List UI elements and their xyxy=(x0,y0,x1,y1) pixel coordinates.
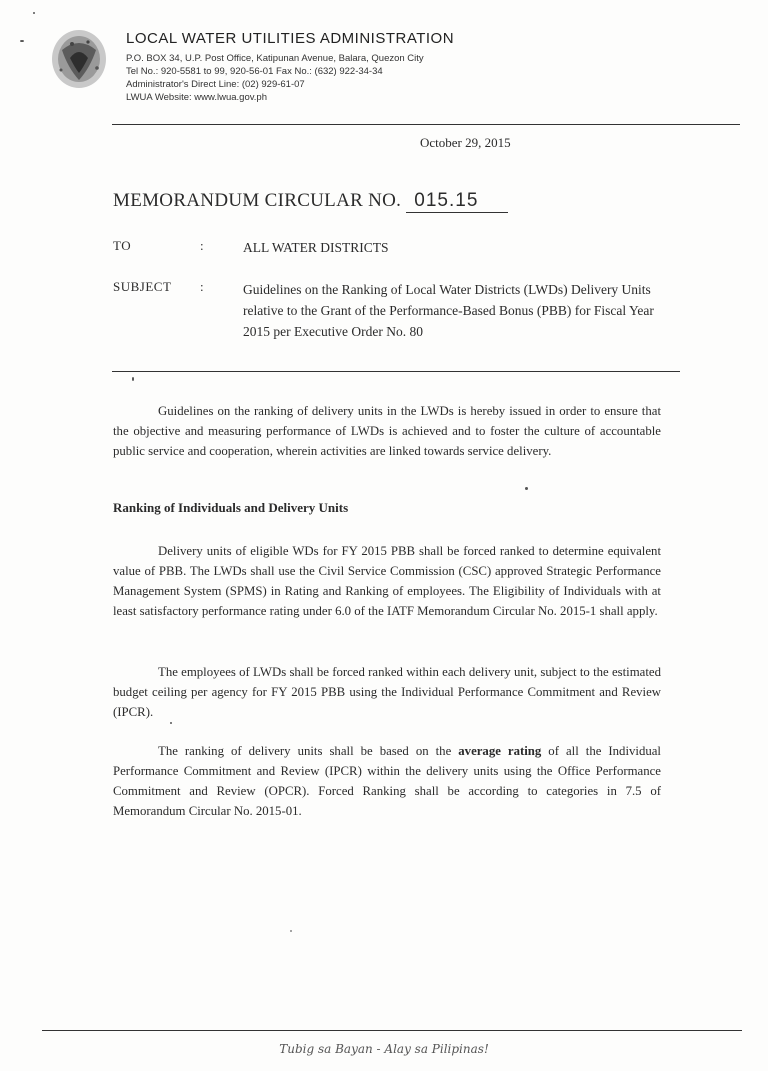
memo-number: 015.15 xyxy=(406,190,508,213)
scan-speck xyxy=(33,12,35,14)
memo-date: October 29, 2015 xyxy=(420,135,511,150)
lwua-seal-icon xyxy=(50,28,108,90)
org-address: P.O. BOX 34, U.P. Post Office, Katipunan Avenue, Balara, Quezon City xyxy=(126,53,424,64)
org-admin-line: Administrator's Direct Line: (02) 929-61-07 xyxy=(126,79,305,90)
intro-paragraph: Guidelines on the ranking of delivery units in the LWDs is hereby issued in order to ensure that the objective and measuring performance of LWDs is achieved and to foster the culture of accountable public service and cooperation, wherein activities are linked towards service delivery. xyxy=(113,404,661,458)
paragraph-ranking xyxy=(113,741,661,821)
scan-speck xyxy=(290,930,292,932)
paragraph-ranking-end: of all the Individual Performance Commitment and Review (IPCR) within the delivery units using the Office Performance Commitment and Review (OPCR). Forced Ranking shall be according to categories in 7.5 of Memorandum Circular No. 2015-01. xyxy=(113,744,661,818)
org-phone: Tel No.: 920-5581 to 99, 920-56-01 Fax No.: (632) 922-34-34 xyxy=(126,66,383,77)
organization-name: LOCAL WATER UTILITIES ADMINISTRATION xyxy=(126,30,455,47)
memo-title xyxy=(113,190,508,213)
scan-speck xyxy=(132,377,134,381)
section-heading: Ranking of Individuals and Delivery Units xyxy=(113,500,349,515)
paragraph-ranking-start: The ranking of delivery units shall be based on the xyxy=(158,744,459,758)
to-colon: : xyxy=(200,238,204,253)
subject-label: SUBJECT xyxy=(113,279,172,294)
org-website: LWUA Website: www.lwua.gov.ph xyxy=(126,92,267,103)
footer-divider xyxy=(42,1030,742,1031)
scan-speck xyxy=(525,487,528,490)
scan-speck xyxy=(20,40,24,42)
paragraph-delivery-units: Delivery units of eligible WDs for FY 2015 PBB shall be forced ranked to determine equivalent value of PBB. The LWDs shall use the Civil Service Commission (CSC) approved Strategic Performance Management System (SPMS) in Rating and Ranking of employees. The Eligibility of Individuals with at least satisfactory performance rating under 6.0 of the IATF Memorandum Circular No. 2015-1 shall apply. xyxy=(113,544,661,618)
paragraph-employees: The employees of LWDs shall be forced ranked within each delivery unit, subject to the estimated budget ceiling per agency for FY 2015 PBB using the Individual Performance Commitment and Review (IPCR). xyxy=(113,665,661,719)
to-label: TO xyxy=(113,238,132,253)
to-value: ALL WATER DISTRICTS xyxy=(243,240,389,255)
header-divider xyxy=(112,124,740,125)
footer-motto: Tubig sa Bayan - Alay sa Pilipinas! xyxy=(279,1042,489,1056)
subject-value: Guidelines on the Ranking of Local Water Districts (LWDs) Delivery Units relative to the Grant of the Performance-Based Bonus (PBB) for Fiscal Year 2015 per Executive Order No. 80 xyxy=(243,282,654,339)
memo-title-text: MEMORANDUM CIRCULAR NO. xyxy=(113,190,402,211)
paragraph-ranking-bold: average rating xyxy=(458,744,542,758)
subject-colon: : xyxy=(200,279,204,294)
subject-divider xyxy=(112,371,680,372)
scan-speck xyxy=(170,722,172,724)
